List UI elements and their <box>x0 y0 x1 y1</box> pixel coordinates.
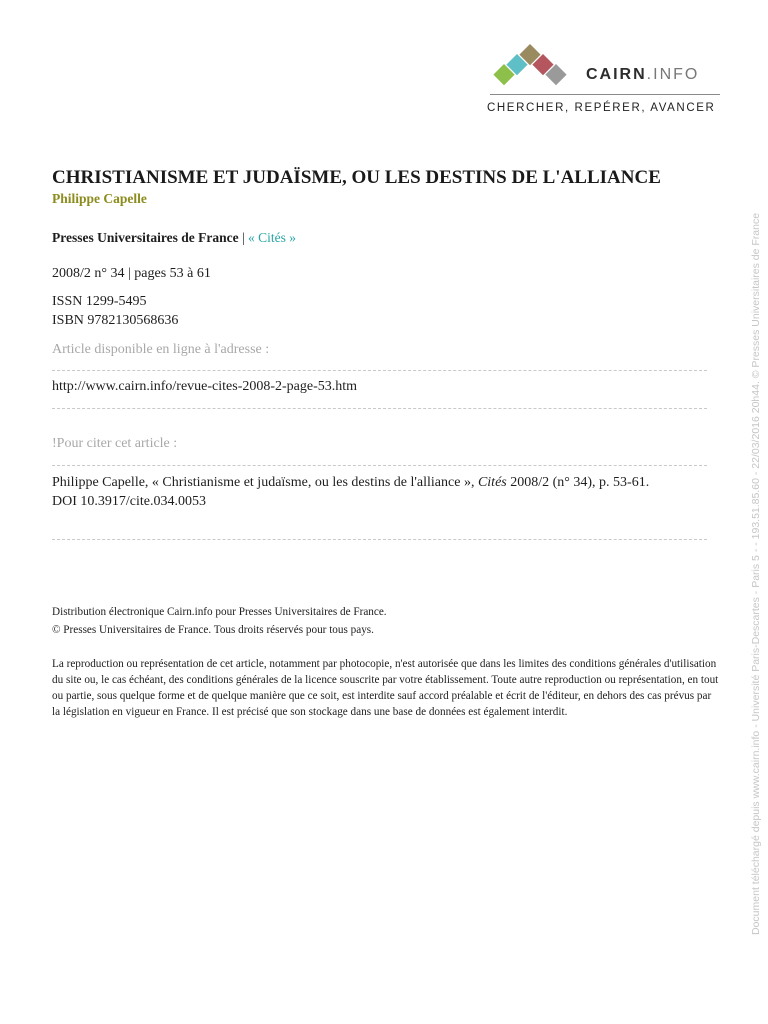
isbn: ISBN 9782130568636 <box>52 313 179 328</box>
publisher-name[interactable]: Presses Universitaires de France <box>52 230 239 245</box>
cairn-logo[interactable] <box>487 40 722 120</box>
publisher-line <box>52 230 296 246</box>
divider <box>52 539 707 540</box>
issue-info: 2008/2 n° 34 | pages 53 à 61 <box>52 266 211 281</box>
logo-tagline: CHERCHER, REPÉRER, AVANCER <box>487 102 716 114</box>
brand-domain: .INFO <box>646 66 700 83</box>
publisher-separator: | <box>238 230 249 245</box>
cite-label: !Pour citer cet article : <box>52 436 178 451</box>
online-label: Article disponible en ligne à l'adresse : <box>52 342 270 357</box>
article-url[interactable]: http://www.cairn.info/revue-cites-2008-2-page-53.htm <box>52 379 358 394</box>
issn: ISSN 1299-5495 <box>52 294 147 309</box>
divider <box>52 465 707 466</box>
legal-notice: La reproduction ou représentation de cet article, notamment par photocopie, n'est autorisée que dans les limites des conditions générales d'utilisation du site ou, le cas échéant, des conditions générales de la licence souscrite par votre établissement. Toute autre reproduction ou représentation, en tout ou partie, sous quelque forme et de quelque manière que ce soit, est interdite sauf accord préalable et écrit de l'éditeur, en dehors des cas prévus par la législation en vigueur en France. Il est précisé que son stockage dans une base de données est également interdit. <box>52 658 719 718</box>
brand-main: CAIRN <box>586 66 647 83</box>
citation-pages: 2008/2 (n° 34), p. 53-61. <box>506 475 650 490</box>
cairn-tiles-icon <box>490 40 580 90</box>
download-watermark: Document téléchargé depuis www.cairn.info - Université Paris-Descartes - Paris 5 - - 193.51.85.60 - 22/03/2016 20h44. © Presses Universitaires de France <box>750 212 762 935</box>
citation-text <box>52 473 717 511</box>
citation-doi[interactable]: DOI 10.3917/cite.034.0053 <box>52 494 206 509</box>
divider <box>52 408 707 409</box>
article-title: CHRISTIANISME ET JUDAÏSME, OU LES DESTINS DE L'ALLIANCE <box>52 167 661 188</box>
logo-divider <box>490 94 720 95</box>
article-author[interactable]: Philippe Capelle <box>52 191 147 206</box>
series-link[interactable]: « Cités » <box>248 230 297 245</box>
brand-name <box>586 66 699 84</box>
citation-main: Philippe Capelle, « Christianisme et judaïsme, ou les destins de l'alliance », <box>52 475 478 490</box>
copyright-note: © Presses Universitaires de France. Tous droits réservés pour tous pays. <box>52 624 374 636</box>
citation-journal: Cités <box>477 475 507 490</box>
distribution-note: Distribution électronique Cairn.info pour Presses Universitaires de France. <box>52 606 387 618</box>
divider <box>52 370 707 371</box>
